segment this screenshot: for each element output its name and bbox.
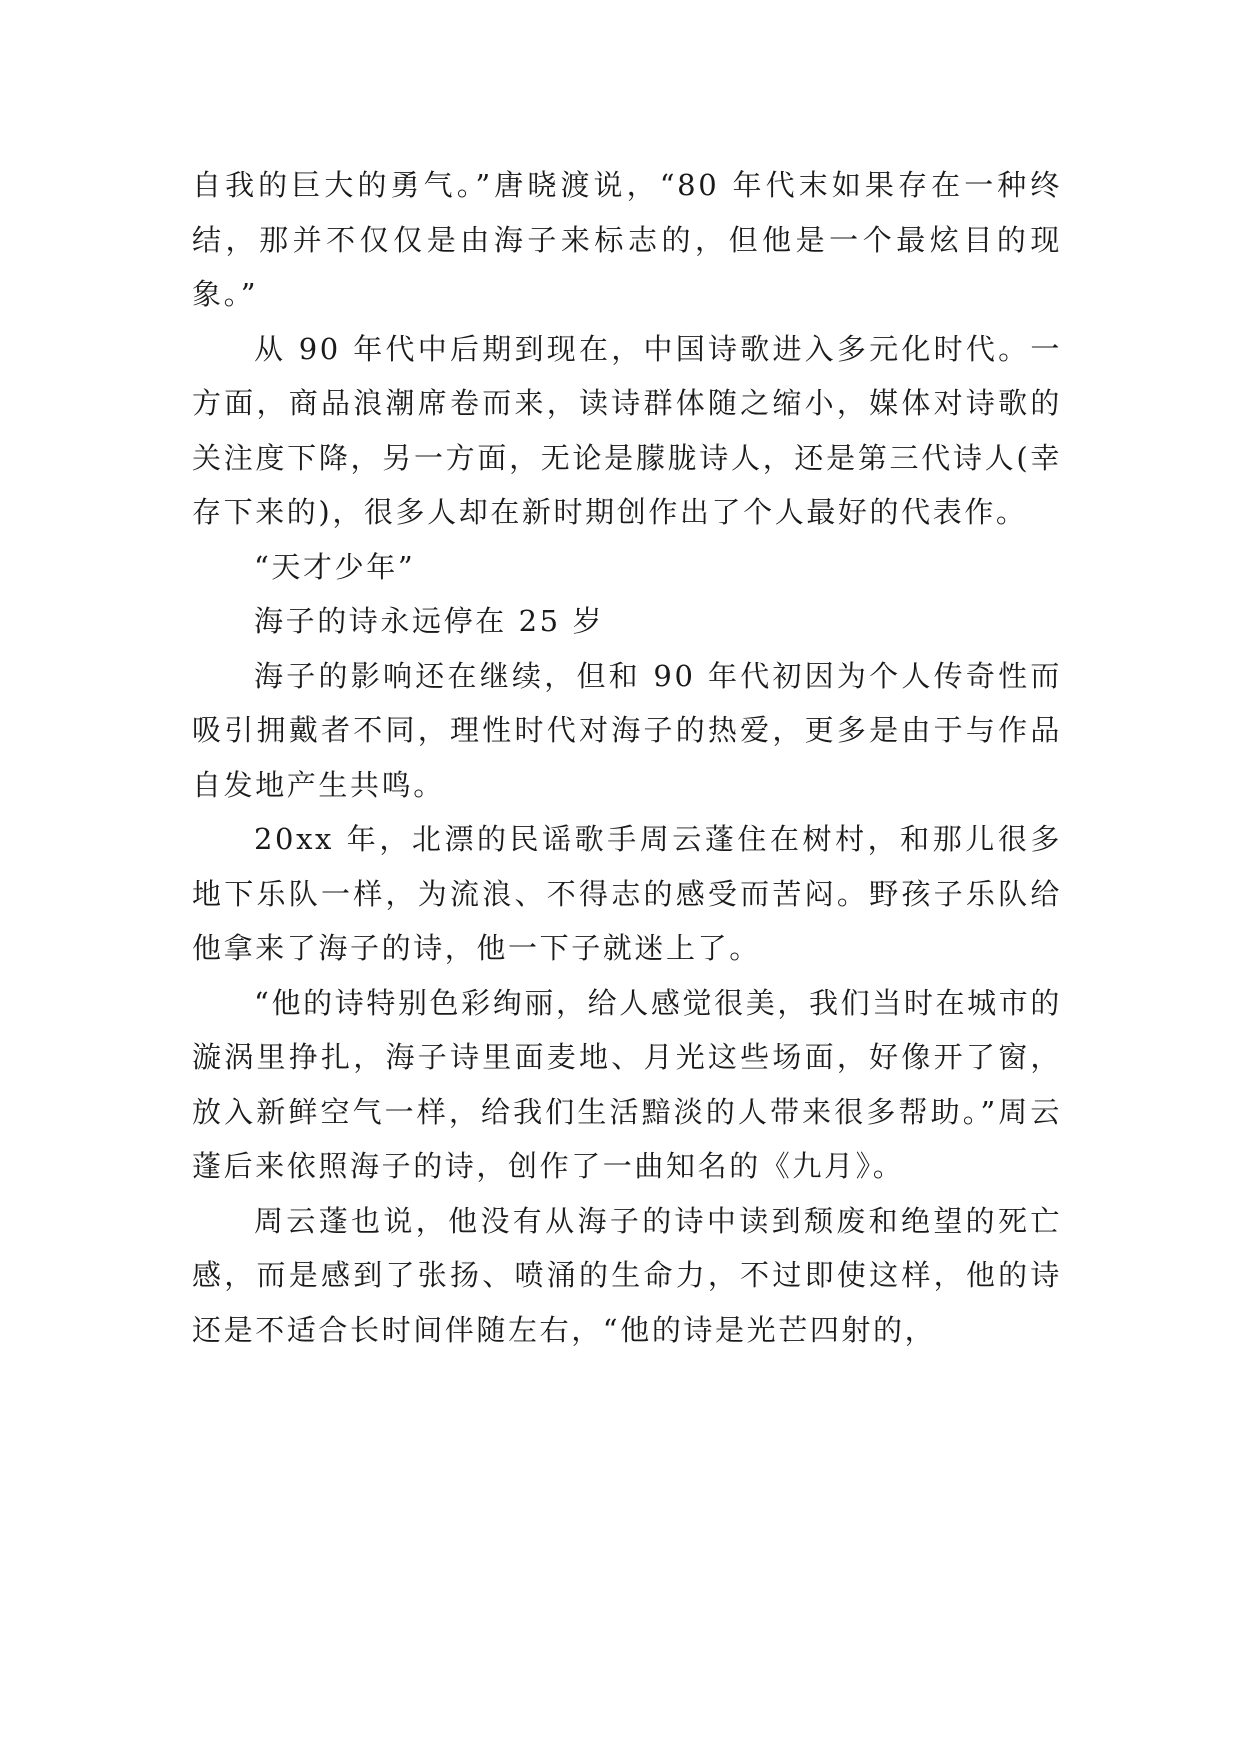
paragraph: 海子的影响还在继续，但和 90 年代初因为个人传奇性而吸引拥戴者不同，理性时代对海子的热爱，更多是由于与作品自发地产生共鸣。	[192, 658, 1062, 802]
section-subheading: 海子的诗永远停在 25 岁	[254, 604, 605, 638]
section-heading: “天才少年”	[254, 549, 416, 584]
paragraph: 周云蓬也说，他没有从海子的诗中读到颓废和绝望的死亡感，而是感到了张扬、喷涌的生命力，不过即使这样，他的诗还是不适合长时间伴随左右，“他的诗是光芒四射的，	[192, 1203, 1062, 1347]
paragraph: 20xx 年，北漂的民谣歌手周云蓬住在树村，和那儿很多地下乐队一样，为流浪、不得志的感受而苦闷。野孩子乐队给他拿来了海子的诗，他一下子就迷上了。	[192, 822, 1062, 965]
quote-paragraph: “他的诗特别色彩绚丽，给人感觉很美，我们当时在城市的漩涡里挣扎，海子诗里面麦地、月光这些场面，好像开了窗，放入新鲜空气一样，给我们生活黯淡的人带来很多帮助。”周云蓬后来依照海子的诗，创作了一曲知名的《九月》。	[192, 985, 1062, 1183]
document-body	[192, 158, 1062, 1357]
paragraph: 自我的巨大的勇气。”唐晓渡说，“80 年代末如果存在一种终结，那并不仅仅是由海子来标志的，但他是一个最炫目的现象。”	[192, 168, 1062, 311]
paragraph: 从 90 年代中后期到现在，中国诗歌进入多元化时代。一方面，商品浪潮席卷而来，读诗群体随之缩小，媒体对诗歌的关注度下降，另一方面，无论是朦胧诗人，还是第三代诗人(幸存下来的)，很多人却在新时期创作出了个人最好的代表作。	[192, 331, 1062, 529]
